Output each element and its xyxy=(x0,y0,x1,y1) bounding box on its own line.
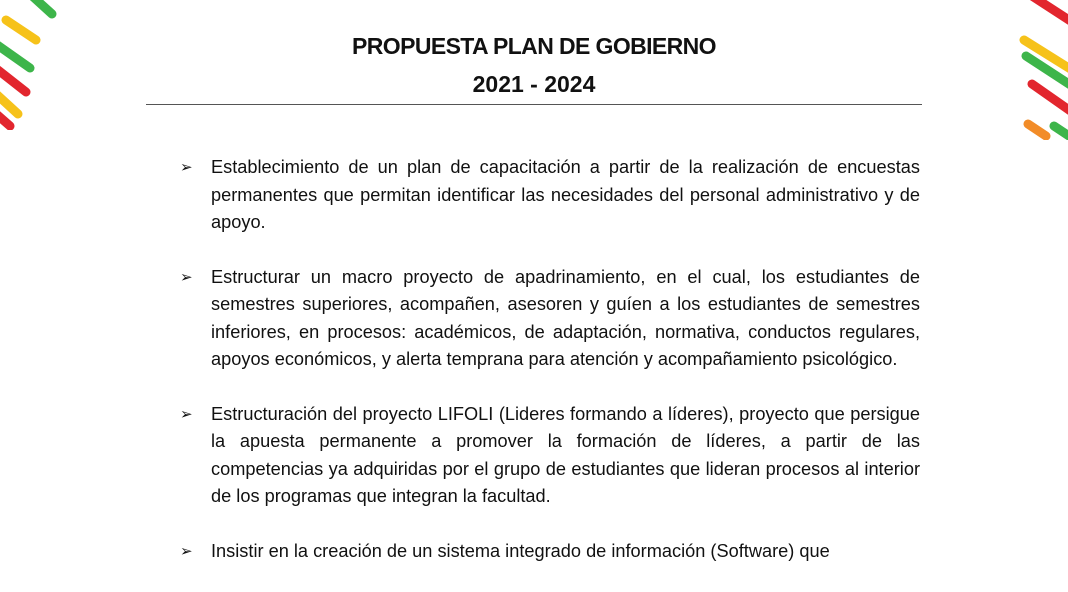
list-item xyxy=(178,401,920,511)
arrow-bullet-icon: ➢ xyxy=(180,268,193,286)
list-item-text: Estructurar un macro proyecto de apadrinamiento, en el cual, los estudiantes de semestres superiores, acompañen, asesoren y guíen a los estudiantes de semestres inferiores, en procesos: académicos, de adaptación, normativa, conductos regulares, apoyos económicos, y alerta temprana para atención y acompañamiento psicológico. xyxy=(211,266,920,369)
list-item-text: Estructuración del proyecto LIFOLI (Lideres formando a líderes), proyecto que persigue la apuesta permanente a promover la formación de líderes, a partir de las competencias ya adquiridas por el grupo de estudiantes que lideran procesos al interior de los programas que integran la facultad. xyxy=(211,403,920,506)
list-item xyxy=(178,264,920,374)
arrow-bullet-icon: ➢ xyxy=(180,159,193,176)
arrow-bullet-icon: ➢ xyxy=(180,405,193,423)
document-header xyxy=(0,28,1068,102)
header-divider xyxy=(146,104,922,105)
list-item-text: Establecimiento de un plan de capacitación a partir de la realización de encuestas permanentes que permitan identificar las necesidades del personal administrativo y de apoyo. xyxy=(211,157,920,232)
page-title: PROPUESTA PLAN DE GOBIERNO xyxy=(352,33,716,59)
list-item-text: Insistir en la creación de un sistema integrado de información (Software) que xyxy=(211,540,830,561)
list-item xyxy=(178,154,920,237)
list-item xyxy=(178,538,920,566)
period-years: 2021 - 2024 xyxy=(472,71,596,97)
arrow-bullet-icon: ➢ xyxy=(180,542,193,560)
proposal-list xyxy=(178,154,920,592)
